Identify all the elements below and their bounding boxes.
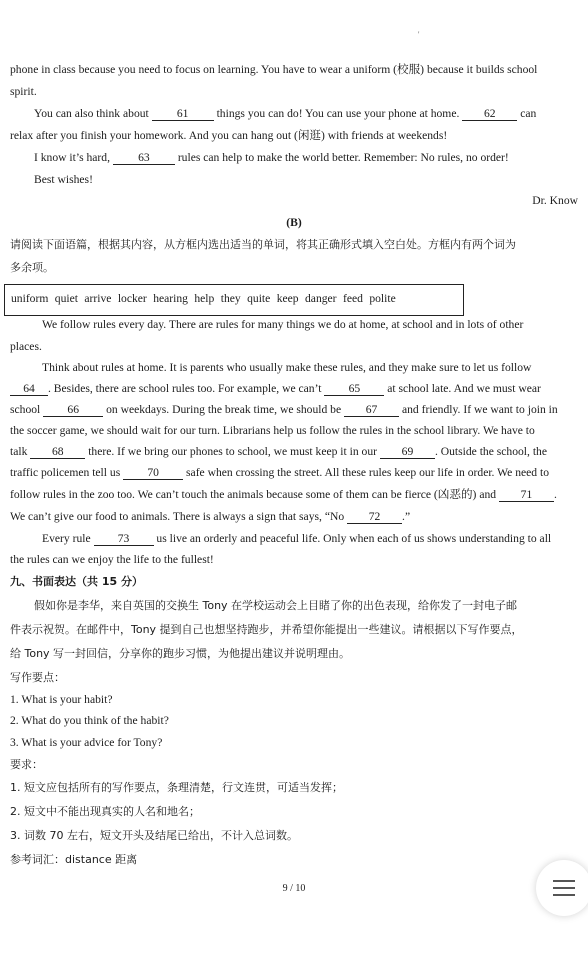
passage-a-line: I know it’s hard, 63 rules can help to make the world better. Remember: No rules, no order! — [34, 151, 509, 164]
blank-61[interactable]: 61 — [152, 107, 214, 121]
word-option: quiet — [54, 292, 78, 305]
blank-66[interactable]: 66 — [43, 403, 103, 417]
writing-point: 2. What do you think of the habit? — [10, 714, 169, 727]
passage-a-line: phone in class because you need to focus on learning. You have to wear a uniform (校服) because it builds school — [10, 63, 538, 76]
requirements-label: 要求： — [10, 758, 43, 771]
passage-b-line: the rules can we enjoy the life to the fullest! — [10, 553, 214, 566]
passage-b-line: traffic policemen tell us 70 safe when crossing the street. All these rules keep our life in order. We need to — [10, 466, 550, 479]
writing-heading: 九、书面表达（共 15 分） — [10, 575, 143, 588]
blank-68[interactable]: 68 — [30, 445, 85, 459]
blank-73[interactable]: 73 — [94, 532, 154, 546]
blank-70[interactable]: 70 — [123, 466, 183, 480]
hamburger-icon — [553, 894, 575, 896]
blank-65[interactable]: 65 — [324, 382, 384, 396]
passage-b-line: We can’t give our food to animals. There is always a sign that says, “No 72 .” — [10, 510, 411, 523]
blank-64[interactable]: 64 — [10, 382, 48, 396]
requirement: 2. 短文中不能出现真实的人名和地名； — [10, 805, 200, 818]
word-option: keep — [276, 292, 299, 305]
writing-intro: 给 Tony 写一封回信，分享你的跑步习惯，为他提出建议并说明理由。 — [10, 647, 351, 660]
word-option: polite — [369, 292, 396, 305]
blank-67[interactable]: 67 — [344, 403, 399, 417]
passage-b-line: 64 . Besides, there are school rules too. For example, we can’t 65 at school late. And we must wear — [10, 382, 578, 396]
word-option: quite — [247, 292, 271, 305]
word-option: danger — [305, 292, 337, 305]
reference-vocab: 参考词汇：distance 距离 — [10, 853, 138, 866]
closing-line: Best wishes! — [34, 173, 93, 186]
menu-button[interactable] — [536, 860, 588, 916]
passage-a-line: spirit. — [10, 85, 37, 98]
writing-point: 3. What is your advice for Tony? — [10, 736, 163, 749]
instruction-line: 请阅读下面语篇，根据其内容，从方框内选出适当的单词，将其正确形式填入空白处。方框内有两个词为 — [10, 238, 516, 251]
section-b-title: (B) — [286, 216, 302, 229]
blank-72[interactable]: 72 — [347, 510, 402, 524]
word-option: they — [220, 292, 241, 305]
page-number: 9 / 10 — [282, 883, 306, 894]
blank-62[interactable]: 62 — [462, 107, 517, 121]
word-option: help — [194, 292, 215, 305]
requirement: 1. 短文应包括所有的写作要点，条理清楚，行文连贯，可适当发挥； — [10, 781, 343, 794]
writing-intro: 件表示祝贺。在邮件中，Tony 提到自己也想坚持跑步，并希望你能提出一些建议。请根据以下写作要点， — [10, 623, 523, 636]
top-mark: ' — [418, 30, 420, 39]
passage-a-line: relax after you finish your homework. And you can hang out (闲逛) with friends at weekends! — [10, 129, 448, 142]
passage-b-line: We follow rules every day. There are rules for many things we do at home, at school and in lots of other — [42, 318, 524, 331]
writing-point: 1. What is your habit? — [10, 693, 113, 706]
blank-69[interactable]: 69 — [380, 445, 435, 459]
blank-71[interactable]: 71 — [499, 488, 554, 502]
passage-a-line: You can also think about 61 things you can do! You can use your phone at home. 62 can — [34, 107, 537, 120]
passage-b-line: Every rule 73 us live an orderly and peaceful life. Only when each of us shows understanding to all — [42, 532, 552, 545]
blank-63[interactable]: 63 — [113, 151, 175, 165]
word-option: feed — [342, 292, 363, 305]
word-option: arrive — [84, 292, 112, 305]
signature: Dr. Know — [532, 194, 578, 207]
word-option: hearing — [153, 292, 188, 305]
word-option: uniform — [11, 292, 49, 305]
passage-b-line: follow rules in the zoo too. We can’t touch the animals because some of them can be fierce (凶恶的) and 71 . — [10, 488, 557, 501]
passage-b-line: places. — [10, 340, 42, 353]
hamburger-icon — [553, 880, 575, 882]
requirement: 3. 词数 70 左右，短文开头及结尾已给出，不计入总词数。 — [10, 829, 298, 842]
instruction-line: 多余项。 — [10, 261, 54, 274]
passage-b-line: the soccer game, we should wait for our turn. Librarians help us follow the rules in the school library. We have to — [10, 424, 535, 437]
word-option: locker — [117, 292, 147, 305]
hamburger-icon — [553, 887, 575, 889]
passage-b-line: school 66 on weekdays. During the break time, we should be 67 and friendly. If we want to join in — [10, 403, 558, 416]
passage-b-line: talk 68 there. If we bring our phones to school, we must keep it in our 69 . Outside the school, the — [10, 445, 547, 458]
word-box — [4, 284, 464, 316]
points-label: 写作要点： — [10, 671, 65, 684]
writing-intro: 假如你是李华，来自英国的交换生 Tony 在学校运动会上目睹了你的出色表现，给你发了一封电子邮 — [34, 599, 518, 612]
passage-b-line: Think about rules at home. It is parents who usually make these rules, and they make sure to let us follow — [42, 361, 532, 374]
